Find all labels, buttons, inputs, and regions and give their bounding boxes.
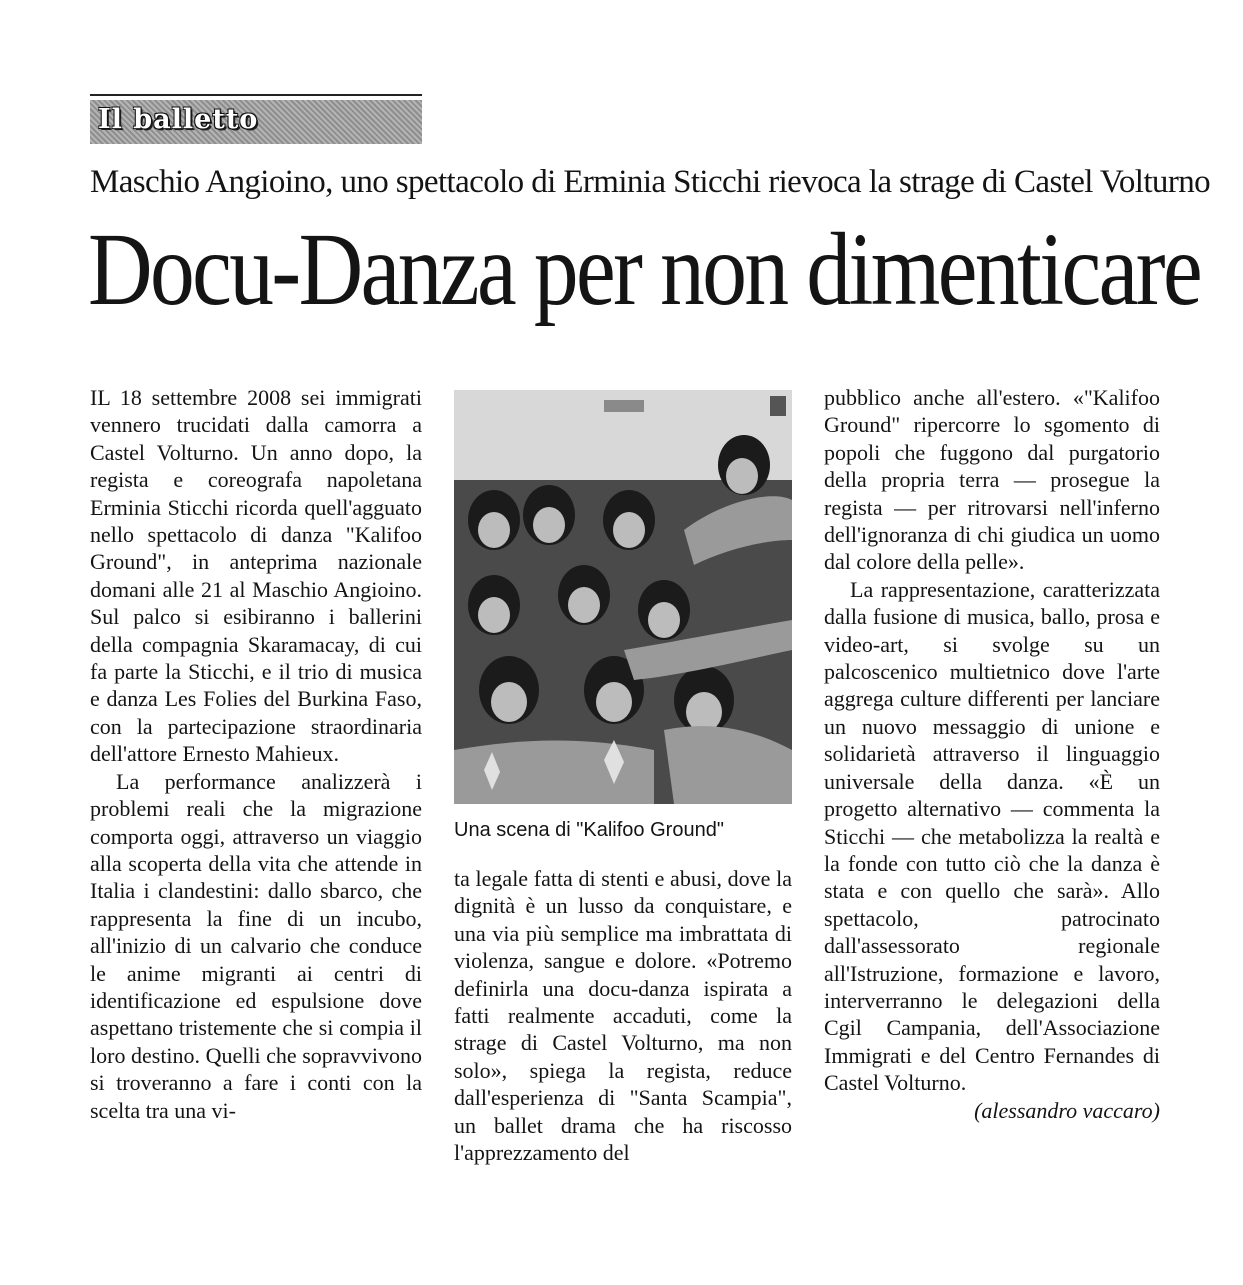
article-subtitle: Maschio Angioino, uno spettacolo di Erminia Sticchi rievoca la strage di Castel Volturno (90, 164, 1211, 200)
paragraph: La rappresentazione, caratterizzata dalla fusione di musica, ballo, prosa e video-art, si svolge su un palcoscenico multietnico dove l'arte aggrega culture differenti per lanciare un nuovo messaggio di unione e solidarietà attraverso il linguaggio universale della danza. «È un progetto alternativo — commenta la Sticchi — che metabolizza la realtà e la fonde con tutto ciò che la danza è stata e con quello che sarà». Allo spettacolo, patrocinato dall'assessorato regionale all'Istruzione, formazione e lavoro, interverranno le delegazioni della Cgil Campania, dell'Associazione Immigrati e del Centro Fernandes di Castel Volturno. (824, 576, 1160, 1096)
section-rule (90, 94, 422, 96)
photo-caption: Una scena di "Kalifoo Ground" (454, 819, 724, 841)
dance-photo (454, 390, 792, 804)
text-column-1 (90, 384, 422, 1124)
paragraph: ta legale fatta di stenti e abusi, dove la dignità è un lusso da conquistare, e una via più semplice ma imbrattata di violenza, sangue e dolore. «Potremo definirla una docu-danza ispirata a fatti realmente accaduti, come la strage di Castel Volturno, ma non solo», spiega la regista, reduce dall'esperienza di "Santa Scampia", un ballet drama che ha riscosso l'apprezzamento del (454, 866, 792, 1166)
author-signature: (alessandro vaccaro) (974, 1097, 1160, 1123)
dancers-illustration (454, 390, 792, 804)
text-column-3 (824, 384, 1160, 1124)
paragraph: pubblico anche all'estero. «"Kalifoo Ground" ripercorre lo sgomento di popoli che fuggono dal purgatorio della propria terra — prosegue la regista — per ritrovarsi nell'inferno dell'ignoranza di chi giudica un uomo dal colore della pelle». (824, 385, 1160, 575)
kicker-label: Il balletto (98, 104, 259, 135)
article-headline: Docu-Danza per non dimenticare (88, 212, 1201, 327)
text-column-2 (454, 865, 792, 1166)
paragraph: La performance analizzerà i problemi reali che la migrazione comporta oggi, attraverso un viaggio alla scoperta della vita che attende in Italia i clandestini: dallo sbarco, che rappresenta la fine di un incubo, all'inizio di un calvario che conduce le anime migranti ai centri di identificazione ed espulsione dove aspettano tristemente che si compia il loro destino. Quelli che sopravvivono si troveranno a fare i conti con la scelta tra una vi- (90, 768, 422, 1123)
paragraph: IL 18 settembre 2008 sei immigrati vennero trucidati dalla camorra a Castel Volturno. Un anno dopo, la regista e coreografa napoletana Erminia Sticchi ricorda quell'agguato nello spettacolo di danza "Kalifoo Ground", in anteprima nazionale domani alle 21 al Maschio Angioino. Sul palco si esibiranno i ballerini della compagnia Skaramacay, di cui fa parte la Sticchi, e il trio di musica e danza Les Folies del Burkina Faso, con la partecipazione straordinaria dell'attore Ernesto Mahieux. (90, 385, 422, 767)
section-kicker (90, 100, 422, 144)
